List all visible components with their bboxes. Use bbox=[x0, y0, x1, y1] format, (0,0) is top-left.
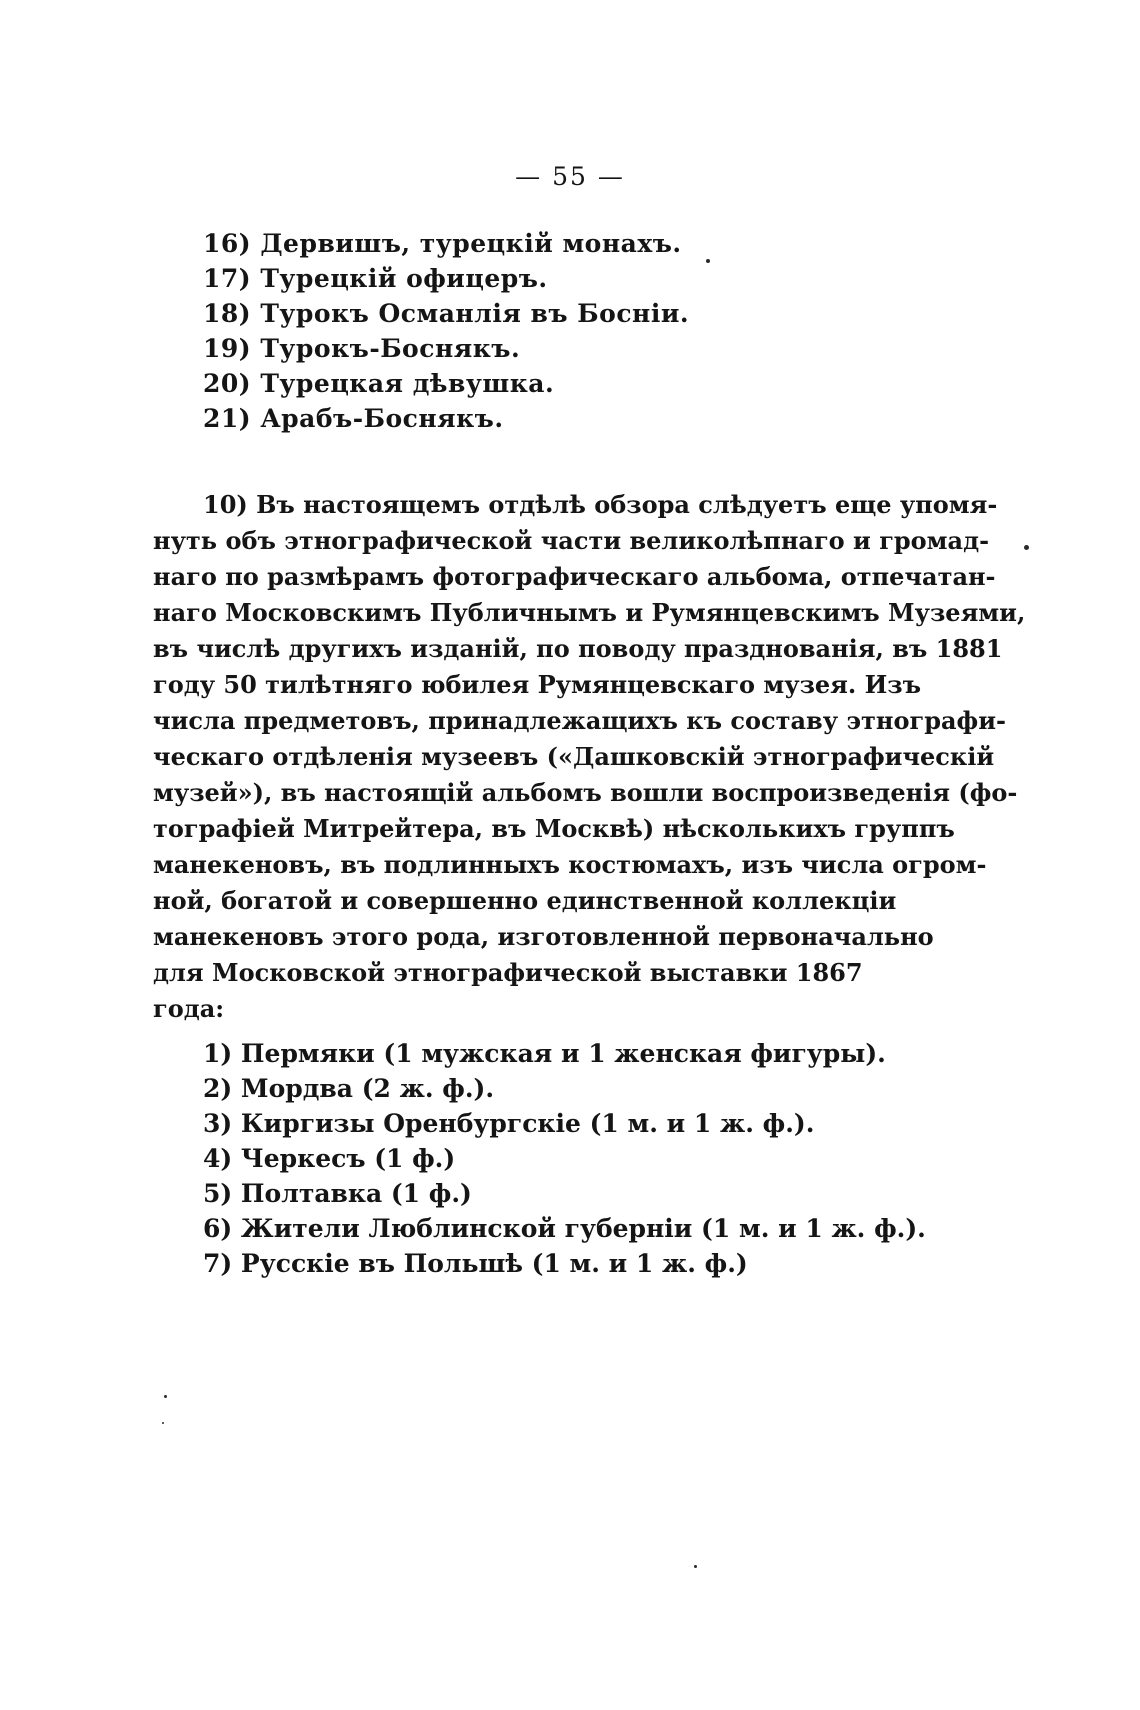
list-item: 18) Турокъ Османлія въ Босніи. bbox=[203, 299, 690, 328]
list-item: 6) Жители Люблинской губерніи (1 м. и 1 ж. ф.). bbox=[203, 1214, 926, 1243]
paragraph-line: наго Московскимъ Публичнымъ и Румянцевскимъ Музеями, bbox=[153, 598, 1026, 627]
paragraph-line: года: bbox=[153, 994, 225, 1023]
paragraph-line: нуть объ этнографической части великолѣпнаго и громад- bbox=[153, 526, 990, 555]
page-number: — 55 — bbox=[515, 162, 625, 191]
scan-speck bbox=[162, 1422, 164, 1424]
scan-speck bbox=[706, 259, 710, 263]
list-item: 4) Черкесъ (1 ф.) bbox=[203, 1144, 456, 1173]
list-item: 3) Киргизы Оренбургскіе (1 м. и 1 ж. ф.). bbox=[203, 1109, 815, 1138]
paragraph-line: ной, богатой и совершенно единственной коллекціи bbox=[153, 886, 897, 915]
paragraph-line: тографіей Митрейтера, въ Москвѣ) нѣсколькихъ группъ bbox=[153, 814, 955, 843]
list-item: 5) Полтавка (1 ф.) bbox=[203, 1179, 472, 1208]
scan-speck bbox=[694, 1565, 697, 1568]
paragraph-line: въ числѣ другихъ изданій, по поводу празднованія, въ 1881 bbox=[153, 634, 1003, 663]
paragraph-line: музей»), въ настоящій альбомъ вошли воспроизведенія (фо- bbox=[153, 778, 1018, 807]
paragraph-line: ческаго отдѣленія музеевъ («Дашковскій этнографическій bbox=[153, 742, 995, 771]
list-item: 7) Русскіе въ Польшѣ (1 м. и 1 ж. ф.) bbox=[203, 1249, 748, 1278]
paragraph-line: для Московской этнографической выставки 1867 bbox=[153, 958, 863, 987]
list-item: 17) Турецкій офицеръ. bbox=[203, 264, 548, 293]
paragraph-line: году 50 тилѣтняго юбилея Румянцевскаго музея. Изъ bbox=[153, 670, 922, 699]
paragraph-line: манекеновъ этого рода, изготовленной первоначально bbox=[153, 922, 934, 951]
list-item: 19) Турокъ-Боснякъ. bbox=[203, 334, 521, 363]
paragraph-line: манекеновъ, въ подлинныхъ костюмахъ, изъ числа огром- bbox=[153, 850, 987, 879]
costume-list-turkish bbox=[203, 226, 689, 436]
list-item: 20) Турецкая дѣвушка. bbox=[203, 369, 555, 398]
list-item: 21) Арабъ-Боснякъ. bbox=[203, 404, 504, 433]
scan-speck bbox=[164, 1395, 167, 1398]
mannequin-group-list bbox=[203, 1036, 926, 1281]
list-item: 2) Мордва (2 ж. ф.). bbox=[203, 1074, 495, 1103]
paragraph-line: 10) Въ настоящемъ отдѣлѣ обзора слѣдуетъ еще упомя- bbox=[203, 490, 998, 519]
list-item: 1) Пермяки (1 мужская и 1 женская фигуры). bbox=[203, 1039, 886, 1068]
scan-speck bbox=[1024, 545, 1029, 550]
section-10-paragraph bbox=[153, 487, 1026, 1027]
paragraph-line: наго по размѣрамъ фотографическаго альбома, отпечатан- bbox=[153, 562, 996, 591]
paragraph-line: числа предметовъ, принадлежащихъ къ составу этнографи- bbox=[153, 706, 1006, 735]
list-item: 16) Дервишъ, турецкій монахъ. bbox=[203, 229, 682, 258]
